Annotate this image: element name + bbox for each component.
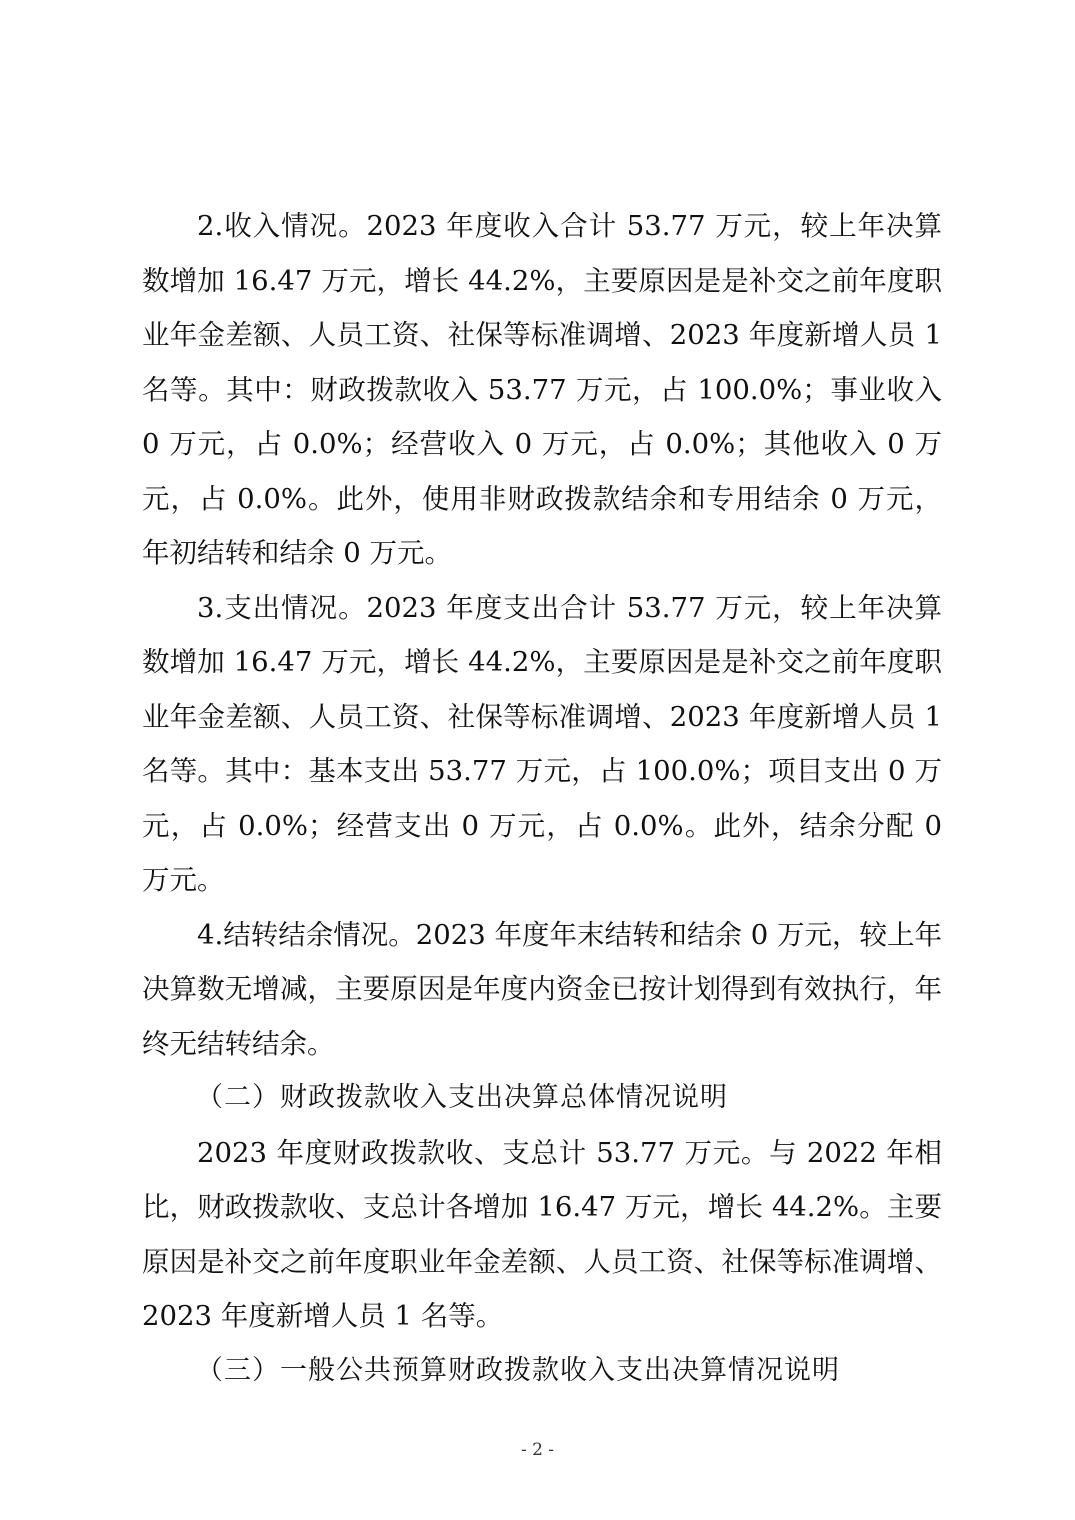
section-heading-2: （二）财政拨款收入支出决算总体情况说明 [196,1082,728,1113]
page-number: - 2 - [520,1440,555,1460]
paragraph-expenditure: 3.支出情况。2023 年度支出合计 53.77 万元，较上年决算数增加 16.47 万元，增长 44.2%，主要原因是是补交之前年度职业年金差额、人员工资、社保等标准调增、2023 年度新增人员 1 名等。其中：基本支出 53.77 万元，占 100.0%；项目支出 0 万元，占 0.0%；经营支出 0 万元，占 0.0%。此外，结余分配 0 万元。 [142,591,942,896]
paragraph-carryover: 4.结转结余情况。2023 年度年末结转和结余 0 万元，较上年决算数无增减，主要原因是年度内资金已按计划得到有效执行，年终无结转结余。 [142,918,942,1060]
paragraph-fiscal-total: 2023 年度财政拨款收、支总计 53.77 万元。与 2022 年相比，财政拨款收、支总计各增加 16.47 万元，增长 44.2%。主要原因是补交之前年度职业年金差额、人员工资、社保等标准调增、2023 年度新增人员 1 名等。 [142,1136,942,1332]
section-heading-3: （三）一般公共预算财政拨款收入支出决算情况说明 [196,1354,840,1386]
paragraph-income: 2.收入情况。2023 年度收入合计 53.77 万元，较上年决算数增加 16.47 万元，增长 44.2%，主要原因是是补交之前年度职业年金差额、人员工资、社保等标准调增、2023 年度新增人员 1 名等。其中：财政拨款收入 53.77 万元，占 100.0%；事业收入 0 万元，占 0.0%；经营收入 0 万元，占 0.0%；其他收入 0 万元，占 0.0%。此外，使用非财政拨款结余和专用结余 0 万元，年初结转和结余 0 万元。 [142,210,942,569]
document-body [142,199,942,1398]
